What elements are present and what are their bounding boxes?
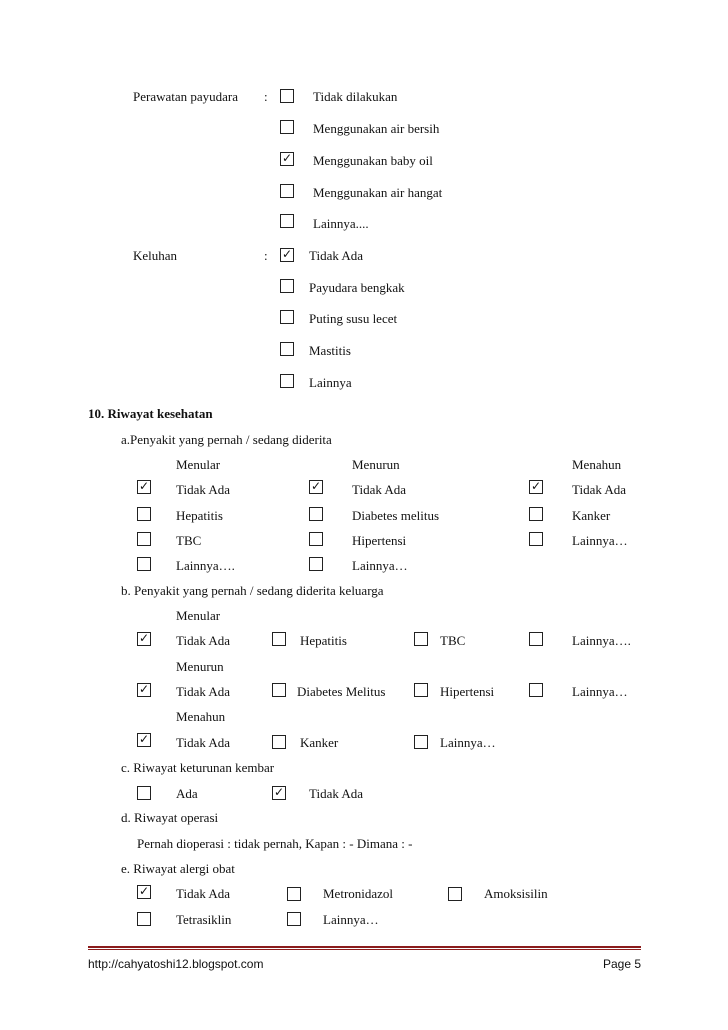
checkmark-icon: ✓ <box>274 785 285 799</box>
checkbox-b-menurun-tidak-ada[interactable] <box>137 683 151 697</box>
a-menahun-lainnya: Lainnya… <box>572 533 628 548</box>
b-menular-lainnya: Lainnya…. <box>572 633 631 648</box>
b-hepatitis: Hepatitis <box>300 633 347 648</box>
checkbox-b-menular-lainnya[interactable] <box>529 632 543 646</box>
e-amoksisilin: Amoksisilin <box>484 886 548 901</box>
checkbox-b-menurun-lainnya[interactable] <box>529 683 543 697</box>
footer-page-number: Page 5 <box>603 957 642 971</box>
checkbox-perawatan-1[interactable] <box>280 89 294 103</box>
b-tbc: TBC <box>440 633 466 648</box>
section-d-title: d. Riwayat operasi <box>121 810 219 825</box>
a-menular-tidak-ada: Tidak Ada <box>176 482 231 497</box>
e-tidak-ada: Tidak Ada <box>176 886 231 901</box>
checkbox-b-hipertensi[interactable] <box>414 683 428 697</box>
checkmark-icon: ✓ <box>282 151 293 165</box>
checkbox-keluhan-3[interactable] <box>280 310 294 324</box>
d-text: Pernah dioperasi : tidak pernah, Kapan : - Dimana : - <box>137 836 413 851</box>
header-menurun: Menurun <box>352 457 400 472</box>
checkbox-e-tidak-ada[interactable] <box>137 885 151 899</box>
checkbox-b-menular-tidak-ada[interactable] <box>137 632 151 646</box>
b-heading-menurun: Menurun <box>176 659 224 674</box>
checkbox-b-menahun-tidak-ada[interactable] <box>137 733 151 747</box>
a-menurun-lainnya: Lainnya… <box>352 558 408 573</box>
checkbox-b-tbc[interactable] <box>414 632 428 646</box>
section-10-title: 10. Riwayat kesehatan <box>88 406 213 421</box>
checkbox-c-tidak-ada[interactable] <box>272 786 286 800</box>
a-diabetes: Diabetes melitus <box>352 508 440 523</box>
checkbox-c-ada[interactable] <box>137 786 151 800</box>
checkbox-b-kanker[interactable] <box>272 735 286 749</box>
a-menahun-tidak-ada: Tidak Ada <box>572 482 627 497</box>
checkbox-e-metronidazol[interactable] <box>287 887 301 901</box>
header-menahun: Menahun <box>572 457 622 472</box>
checkbox-a-menahun-tidak-ada[interactable] <box>529 480 543 494</box>
keluhan-option-5: Lainnya <box>309 375 352 390</box>
e-tetrasiklin: Tetrasiklin <box>176 912 232 927</box>
checkmark-icon: ✓ <box>139 682 150 696</box>
checkbox-keluhan-5[interactable] <box>280 374 294 388</box>
footer-url[interactable]: http://cahyatoshi12.blogspot.com <box>88 957 264 971</box>
perawatan-option-1: Tidak dilakukan <box>313 89 398 104</box>
checkmark-icon: ✓ <box>139 479 150 493</box>
perawatan-option-4: Menggunakan air hangat <box>313 185 443 200</box>
e-lainnya: Lainnya… <box>323 912 379 927</box>
checkbox-e-lainnya[interactable] <box>287 912 301 926</box>
a-kanker: Kanker <box>572 508 611 523</box>
checkbox-b-menahun-lainnya[interactable] <box>414 735 428 749</box>
a-menular-lainnya: Lainnya…. <box>176 558 235 573</box>
a-menurun-tidak-ada: Tidak Ada <box>352 482 407 497</box>
checkbox-perawatan-2[interactable] <box>280 120 294 134</box>
checkmark-icon: ✓ <box>531 479 542 493</box>
header-menular: Menular <box>176 457 221 472</box>
checkbox-a-diabetes[interactable] <box>309 507 323 521</box>
keluhan-label: Keluhan <box>133 248 178 263</box>
b-kanker: Kanker <box>300 735 339 750</box>
perawatan-colon: : <box>264 89 268 104</box>
b-heading-menahun: Menahun <box>176 709 226 724</box>
checkbox-a-menular-lainnya[interactable] <box>137 557 151 571</box>
a-hepatitis: Hepatitis <box>176 508 223 523</box>
checkbox-a-menurun-tidak-ada[interactable] <box>309 480 323 494</box>
e-metronidazol: Metronidazol <box>323 886 394 901</box>
keluhan-option-2: Payudara bengkak <box>309 280 405 295</box>
checkmark-icon: ✓ <box>311 479 322 493</box>
checkbox-a-menahun-lainnya[interactable] <box>529 532 543 546</box>
footer-divider-thin <box>88 949 641 950</box>
checkmark-icon: ✓ <box>139 631 150 645</box>
checkbox-perawatan-4[interactable] <box>280 184 294 198</box>
section-e-title: e. Riwayat alergi obat <box>121 861 235 876</box>
perawatan-option-2: Menggunakan air bersih <box>313 121 440 136</box>
b-diabetes: Diabetes Melitus <box>297 684 386 699</box>
section-b-title: b. Penyakit yang pernah / sedang diderita keluarga <box>121 583 384 598</box>
perawatan-option-3: Menggunakan baby oil <box>313 153 433 168</box>
checkbox-a-menurun-lainnya[interactable] <box>309 557 323 571</box>
c-ada: Ada <box>176 786 198 801</box>
checkbox-perawatan-3[interactable] <box>280 152 294 166</box>
b-menurun-lainnya: Lainnya… <box>572 684 628 699</box>
c-tidak-ada: Tidak Ada <box>309 786 364 801</box>
checkbox-a-hipertensi[interactable] <box>309 532 323 546</box>
keluhan-option-4: Mastitis <box>309 343 351 358</box>
checkmark-icon: ✓ <box>139 884 150 898</box>
footer-divider <box>88 946 641 948</box>
section-a-title: a.Penyakit yang pernah / sedang diderita <box>121 432 332 447</box>
b-heading-menular: Menular <box>176 608 221 623</box>
checkmark-icon: ✓ <box>282 247 293 261</box>
checkbox-a-kanker[interactable] <box>529 507 543 521</box>
keluhan-option-1: Tidak Ada <box>309 248 364 263</box>
checkbox-e-tetrasiklin[interactable] <box>137 912 151 926</box>
b-hipertensi: Hipertensi <box>440 684 495 699</box>
b-menular-tidak-ada: Tidak Ada <box>176 633 231 648</box>
checkbox-a-tbc[interactable] <box>137 532 151 546</box>
a-tbc: TBC <box>176 533 202 548</box>
checkmark-icon: ✓ <box>139 732 150 746</box>
checkbox-keluhan-2[interactable] <box>280 279 294 293</box>
b-menahun-tidak-ada: Tidak Ada <box>176 735 231 750</box>
keluhan-option-3: Puting susu lecet <box>309 311 398 326</box>
b-menurun-tidak-ada: Tidak Ada <box>176 684 231 699</box>
checkbox-b-hepatitis[interactable] <box>272 632 286 646</box>
checkbox-keluhan-4[interactable] <box>280 342 294 356</box>
section-c-title: c. Riwayat keturunan kembar <box>121 760 275 775</box>
checkbox-keluhan-1[interactable] <box>280 248 294 262</box>
checkbox-a-menular-tidak-ada[interactable] <box>137 480 151 494</box>
b-menahun-lainnya: Lainnya… <box>440 735 496 750</box>
checkbox-perawatan-5[interactable] <box>280 214 294 228</box>
checkbox-e-amoksisilin[interactable] <box>448 887 462 901</box>
perawatan-label: Perawatan payudara <box>133 89 239 104</box>
keluhan-colon: : <box>264 248 268 263</box>
checkbox-b-diabetes[interactable] <box>272 683 286 697</box>
perawatan-option-5: Lainnya.... <box>313 216 369 231</box>
a-hipertensi: Hipertensi <box>352 533 407 548</box>
checkbox-a-hepatitis[interactable] <box>137 507 151 521</box>
